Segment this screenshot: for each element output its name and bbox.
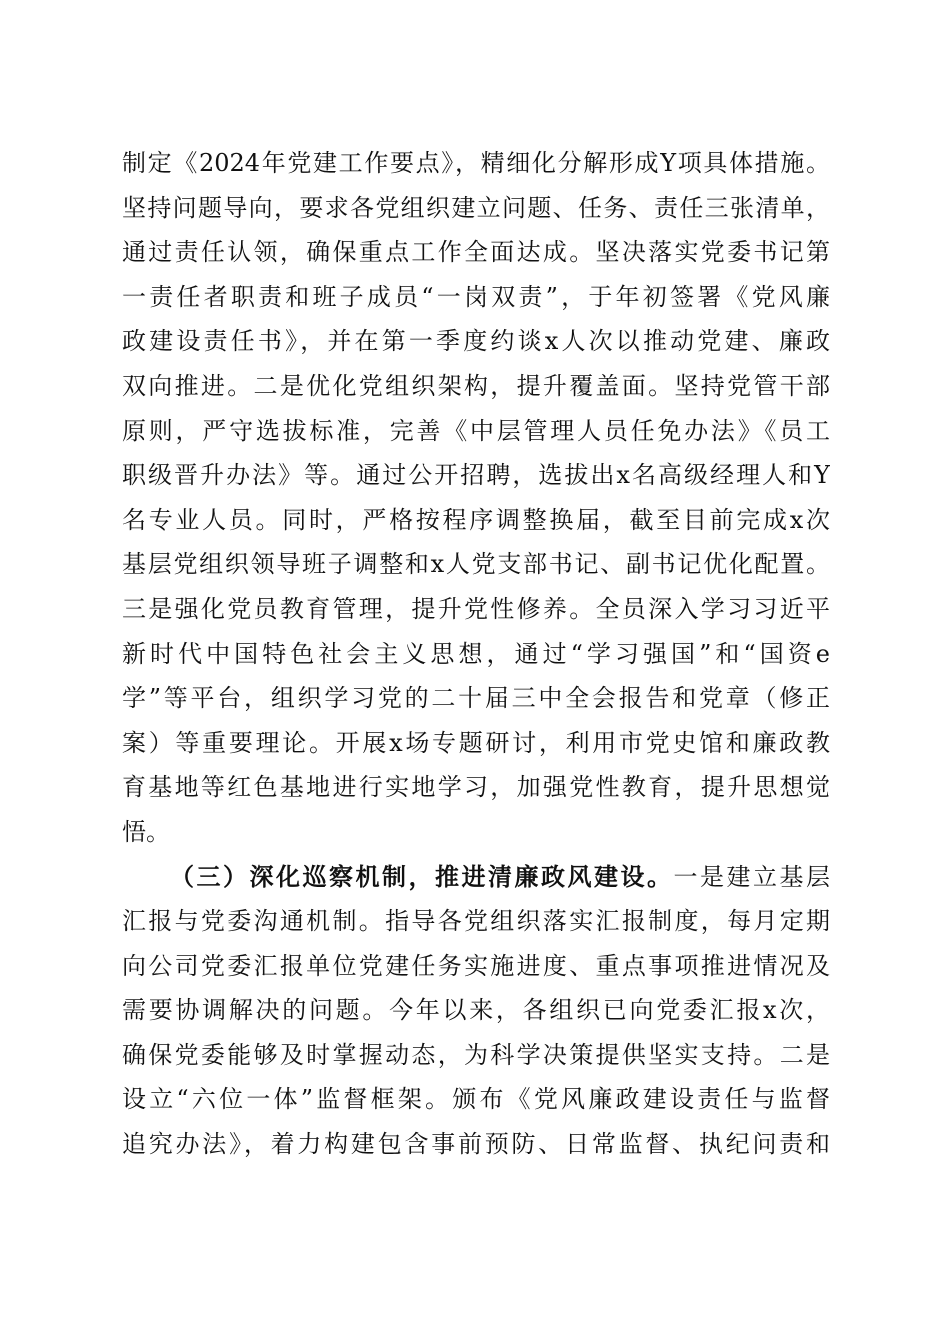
paragraph-line: 原则，严守选拔标准，完善《中层管理人员任免办法》《员工 [122, 416, 830, 445]
section-first-line-text: 一是建立基层 [673, 862, 830, 891]
paragraph-line: 新时代中国特色社会主义思想，通过“学习强国”和“国资e [122, 639, 830, 668]
paragraph-line: 三是强化党员教育管理，提升党性修养。全员深入学习习近平 [122, 594, 830, 623]
paragraph-line: 案）等重要理论。开展x场专题研讨，利用市党史馆和廉政教 [122, 728, 830, 757]
paragraph-line: 追究办法》，着力构建包含事前预防、日常监督、执纪问责和 [122, 1130, 830, 1159]
paragraph-line: 需要协调解决的问题。今年以来，各组织已向党委汇报x次， [122, 996, 830, 1025]
section-heading: （三）深化巡察机制，推进清廉政风建设。 [170, 861, 674, 891]
paragraph-line: 双向推进。二是优化党组织架构，提升覆盖面。坚持党管干部 [122, 371, 830, 400]
paragraph-line: 育基地等红色基地进行实地学习，加强党性教育，提升思想觉 [122, 773, 830, 802]
paragraph-line: 向公司党委汇报单位党建任务实施进度、重点事项推进情况及 [122, 951, 830, 980]
document-body [122, 141, 830, 1167]
paragraph-line: 学”等平台，组织学习党的二十届三中全会报告和党章（修正 [122, 684, 830, 713]
paragraph-line: 政建设责任书》，并在第一季度约谈x人次以推动党建、廉政 [122, 327, 830, 356]
paragraph-line: 确保党委能够及时掌握动态，为科学决策提供坚实支持。二是 [122, 1040, 830, 1069]
paragraph-line: 悟。 [122, 817, 170, 846]
paragraph-line: 名专业人员。同时，严格按程序调整换届，截至目前完成x次 [122, 505, 830, 534]
paragraph-line: 基层党组织领导班子调整和x人党支部书记、副书记优化配置。 [122, 550, 830, 579]
paragraph-line: 坚持问题导向，要求各党组织建立问题、任务、责任三张清单， [122, 193, 830, 222]
paragraph-line: 设立“六位一体”监督框架。颁布《党风廉政建设责任与监督 [122, 1085, 830, 1114]
paragraph-line: 通过责任认领，确保重点工作全面达成。坚决落实党委书记第 [122, 238, 830, 267]
paragraph-line: 制定《2024年党建工作要点》，精细化分解形成Y项具体措施。 [122, 149, 830, 177]
section-heading-line [122, 855, 830, 900]
paragraph-line: 职级晋升办法》等。通过公开招聘，选拔出x名高级经理人和Y [122, 461, 830, 490]
paragraph-line: 汇报与党委沟通机制。指导各党组织落实汇报制度，每月定期 [122, 907, 830, 936]
paragraph-line: 一责任者职责和班子成员“一岗双责”，于年初签署《党风廉 [122, 282, 830, 311]
